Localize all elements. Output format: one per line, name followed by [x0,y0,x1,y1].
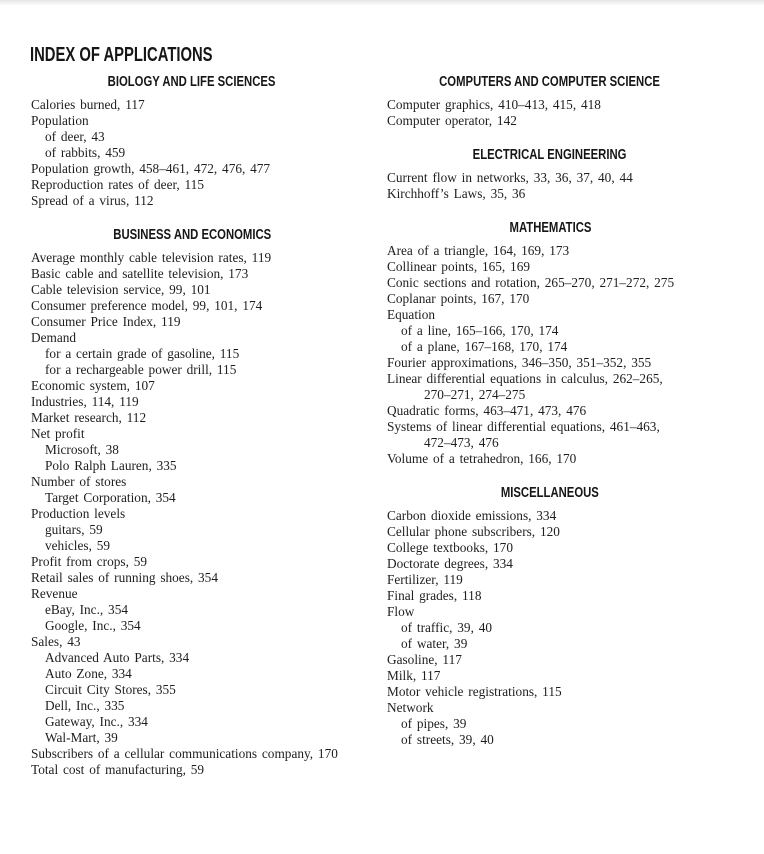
index-entry: Profit from crops, 59 [31,554,148,569]
index-entry: Motor vehicle registrations, 115 [387,684,562,699]
index-entry: Spread of a virus, 112 [31,193,154,208]
section-heading [31,228,353,242]
index-entry: Demand [31,330,77,345]
index-entry: eBay, Inc., 354 [45,602,129,617]
index-entry: of a plane, 167–168, 170, 174 [401,339,568,354]
index-entry: Current flow in networks, 33, 36, 37, 40, 44 [387,170,633,185]
index-section [387,75,713,129]
section-heading [387,148,713,162]
index-entry: Consumer Price Index, 119 [31,314,181,329]
index-entry: Consumer preference model, 99, 101, 174 [31,298,263,313]
index-entry: Dell, Inc., 335 [45,698,125,713]
index-entry: guitars, 59 [45,522,103,537]
section-heading [387,221,713,235]
index-entry: Conic sections and rotation, 265–270, 271–272, 275 [387,275,675,290]
index-entry: Subscribers of a cellular communications company, 170 [31,746,338,761]
index-entry: Systems of linear differential equations, 461–463, [387,419,660,434]
index-entry: Google, Inc., 354 [45,618,141,633]
index-entry: Area of a triangle, 164, 169, 173 [387,243,570,258]
section-heading-text: MISCELLANEOUS [500,485,600,501]
index-entry: Average monthly cable television rates, 119 [31,250,272,265]
index-entry: Computer graphics, 410–413, 415, 418 [387,97,601,112]
page-title-text: INDEX OF APPLICATIONS [30,44,213,66]
index-entry: Net profit [31,426,85,441]
page-title [30,32,277,69]
index-entry: Advanced Auto Parts, 334 [45,650,190,665]
index-entry: Basic cable and satellite television, 173 [31,266,249,281]
index-entry: for a rechargeable power drill, 115 [45,362,237,377]
index-section [387,221,713,467]
index-entry: 270–271, 274–275 [424,387,526,402]
index-entry: Fourier approximations, 346–350, 351–352, 355 [387,355,652,370]
index-entry: Equation [387,307,436,322]
section-heading [387,486,713,500]
section-heading-text: MATHEMATICS [509,220,591,236]
index-entry: Target Corporation, 354 [45,490,176,505]
index-section [31,75,353,209]
index-entry: Revenue [31,586,78,601]
index-entry: 472–473, 476 [424,435,499,450]
index-entry: Circuit City Stores, 355 [45,682,176,697]
index-entry: Quadratic forms, 463–471, 473, 476 [387,403,587,418]
index-entry: Fertilizer, 119 [387,572,463,587]
index-entry: Industries, 114, 119 [31,394,139,409]
index-entry: Production levels [31,506,126,521]
index-section [31,228,353,778]
index-entry: Gateway, Inc., 334 [45,714,148,729]
index-entry: Microsoft, 38 [45,442,119,457]
index-entry: Cable television service, 99, 101 [31,282,211,297]
column-right [387,75,713,748]
index-entry: Flow [387,604,415,619]
index-entry: Gasoline, 117 [387,652,462,667]
page-top-shadow [0,0,764,6]
index-entry: Collinear points, 165, 169 [387,259,531,274]
section-heading [387,75,713,89]
index-entry: Auto Zone, 334 [45,666,132,681]
index-entry: of deer, 43 [45,129,105,144]
section-heading-text: ELECTRICAL ENGINEERING [473,147,627,163]
index-entry: Doctorate degrees, 334 [387,556,513,571]
index-entry: Network [387,700,434,715]
index-entry: vehicles, 59 [45,538,111,553]
section-heading-text: BUSINESS AND ECONOMICS [113,227,271,243]
index-entry: for a certain grade of gasoline, 115 [45,346,240,361]
index-entry: Market research, 112 [31,410,147,425]
index-entry: Polo Ralph Lauren, 335 [45,458,177,473]
index-entry: Volume of a tetrahedron, 166, 170 [387,451,577,466]
index-entry: of rabbits, 459 [45,145,126,160]
index-entry: Carbon dioxide emissions, 334 [387,508,557,523]
index-entry: Economic system, 107 [31,378,155,393]
index-entry: of pipes, 39 [401,716,467,731]
index-entry: Final grades, 118 [387,588,482,603]
index-entry: Cellular phone subscribers, 120 [387,524,560,539]
index-entry: Reproduction rates of deer, 115 [31,177,204,192]
index-entry: Wal-Mart, 39 [45,730,118,745]
index-entry: Total cost of manufacturing, 59 [31,762,205,777]
section-heading [31,75,353,89]
index-entry: Computer operator, 142 [387,113,517,128]
index-entry: Population [31,113,89,128]
index-section [387,486,713,748]
section-heading-text: BIOLOGY AND LIFE SCIENCES [108,74,276,90]
index-section [387,148,713,202]
index-entry: Population growth, 458–461, 472, 476, 477 [31,161,271,176]
index-entry: of streets, 39, 40 [401,732,494,747]
index-entry: Sales, 43 [31,634,81,649]
index-entry: of a line, 165–166, 170, 174 [401,323,559,338]
index-entry: Linear differential equations in calculus, 262–265, [387,371,663,386]
index-entry: Coplanar points, 167, 170 [387,291,530,306]
index-entry: Kirchhoff’s Laws, 35, 36 [387,186,526,201]
column-left [31,75,353,778]
index-entry: of water, 39 [401,636,468,651]
index-entry: Number of stores [31,474,127,489]
index-entry: of traffic, 39, 40 [401,620,493,635]
index-entry: Calories burned, 117 [31,97,145,112]
index-entry: College textbooks, 170 [387,540,513,555]
index-entry: Milk, 117 [387,668,441,683]
index-entry: Retail sales of running shoes, 354 [31,570,218,585]
section-heading-text: COMPUTERS AND COMPUTER SCIENCE [439,74,661,90]
